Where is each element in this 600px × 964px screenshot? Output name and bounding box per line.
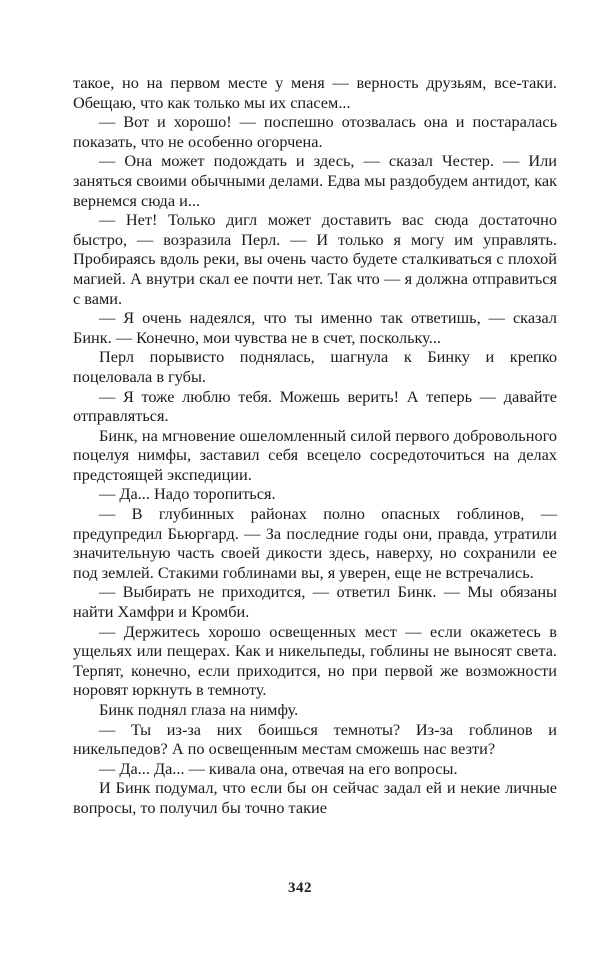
paragraph-4: — Нет! Только дигл может доставить вас сюда достаточно быстро, — возразила Перл. — И только я могу им управлять. Пробираясь вдоль реки, вы очень часто будете сталкиваться с плохой магией. А внутри скал ее почти нет. Так что — я должна отправиться с вами. [73, 210, 557, 308]
paragraph-8: Бинк, на мгновение ошеломленный силой первого добровольного поцелуя нимфы, заставил себя всецело сосредоточиться на делах предстоящей экспедиции. [73, 425, 557, 484]
paragraph-7: — Я тоже люблю тебя. Можешь верить! А теперь — давайте отправляться. [73, 386, 557, 426]
paragraph-11: — Выбирать не приходится, — ответил Бинк. — Мы обязаны найти Хамфри и Кромби. [73, 582, 557, 622]
paragraph-5: — Я очень надеялся, что ты именно так ответишь, — сказал Бинк. — Конечно, мои чувства не в счет, поскольку... [73, 308, 557, 347]
page-number: 342 [288, 880, 312, 896]
paragraph-1: такое, но на первом месте у меня — верность друзьям, все-таки. Обещаю, что как только мы их спасем... [73, 73, 557, 112]
paragraph-3: — Она может подождать и здесь, — сказал Честер. — Или заняться своими обычными делами. Едва мы раздобудем антидот, как вернемся сюда и... [73, 151, 557, 210]
paragraph-9: — Да... Надо торопиться. [99, 484, 276, 504]
paragraph-13: Бинк поднял глаза на нимфу. [99, 700, 299, 719]
paragraph-14: — Ты из-за них боишься темноты? Из-за гоблинов и никельпедов? А по освещенным местам сможешь нас везти? [73, 719, 557, 759]
paragraph-15: — Да... Да... — кивала она, отвечая на его вопросы. [99, 758, 458, 778]
paragraph-12: — Держитесь хорошо освещенных мест — если окажетесь в ущельях или пещерах. Как и никельпеды, гоблины не выносят света. Терпят, конечно, если приходится, но при первой же возможности норовят юркнуть в темноту. [73, 621, 557, 700]
paragraph-10: — В глубинных районах полно опасных гоблинов, — предупредил Бьюргард. — За последние годы они, правда, утратили значительную часть своей дикости здесь, наверху, но сохранили ее под землей. Стакими гоблинами вы, я уверен, еще не встречались. [73, 504, 557, 582]
book-page [73, 73, 557, 818]
paragraph-16: И Бинк подумал, что если бы он сейчас задал ей и некие личные вопросы, то получил бы точно такие [73, 778, 557, 817]
paragraph-6: Перл порывисто поднялась, шагнула к Бинку и крепко поцеловала в губы. [73, 347, 557, 386]
paragraph-2: — Вот и хорошо! — поспешно отозвалась она и постаралась показать, что не особенно огорчена. [73, 112, 557, 151]
